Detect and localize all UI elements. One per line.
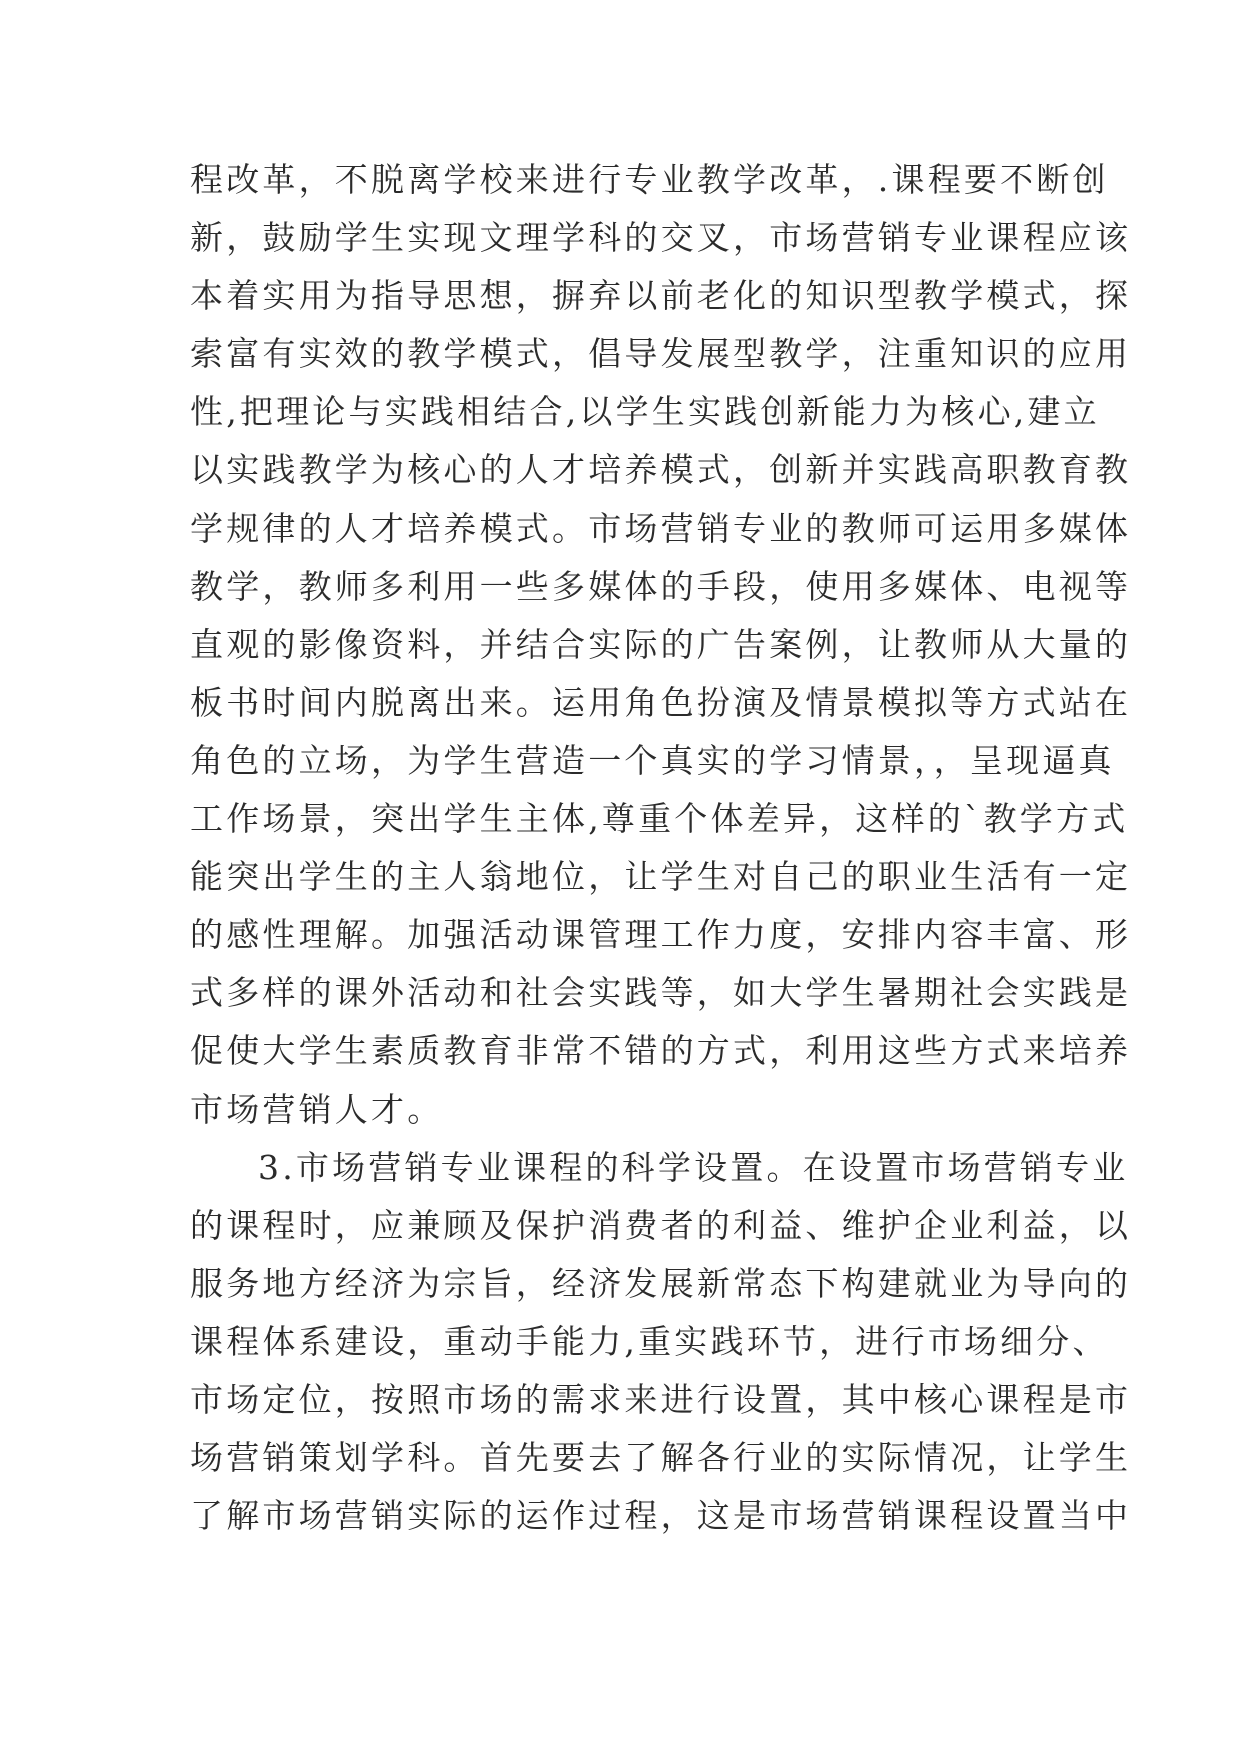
body-text [190, 151, 1132, 1545]
text-line: 了解市场营销实际的运作过程，这是市场营销课程设置当中 [190, 1496, 1132, 1536]
text-line: 程改革，不脱离学校来进行专业教学改革，.课程要不断创 [190, 160, 1109, 199]
text-line: 工作场景，突出学生主体,尊重个体差异，这样的`教学方式 [190, 799, 1129, 839]
text-line: 新，鼓励学生实现文理学科的交叉，市场营销专业课程应该 [190, 218, 1132, 258]
paragraph-first-line: 3.市场营销专业课程的科学设置。在设置市场营销专业 [258, 1147, 1129, 1187]
text-line: 性,把理论与实践相结合,以学生实践创新能力为核心,建立 [190, 392, 1100, 432]
text-line: 索富有实效的教学模式，倡导发展型教学，注重知识的应用 [190, 334, 1132, 374]
text-line: 促使大学生素质教育非常不错的方式，利用这些方式来培养 [190, 1031, 1132, 1071]
text-line: 教学，教师多利用一些多媒体的手段，使用多媒体、电视等 [190, 566, 1132, 606]
text-line: 式多样的课外活动和社会实践等，如大学生暑期社会实践是 [190, 973, 1132, 1013]
text-line: 的感性理解。加强活动课管理工作力度，安排内容丰富、形 [190, 915, 1132, 955]
text-line: 市场营销人才。 [190, 1089, 444, 1129]
text-line: 市场定位，按照市场的需求来进行设置，其中核心课程是市 [190, 1379, 1132, 1419]
text-line: 板书时间内脱离出来。运用角色扮演及情景模拟等方式站在 [190, 682, 1132, 722]
text-line: 以实践教学为核心的人才培养模式，创新并实践高职教育教 [190, 450, 1132, 490]
text-line: 场营销策划学科。首先要去了解各行业的实际情况，让学生 [190, 1438, 1132, 1478]
text-line: 服务地方经济为宗旨，经济发展新常态下构建就业为导向的 [190, 1263, 1132, 1303]
text-line: 直观的影像资料，并结合实际的广告案例，让教师从大量的 [190, 624, 1132, 664]
text-line: 课程体系建设，重动手能力,重实践环节，进行市场细分、 [190, 1321, 1109, 1361]
text-line: 本着实用为指导思想，摒弃以前老化的知识型教学模式，探 [190, 276, 1132, 316]
text-line: 学规律的人才培养模式。市场营销专业的教师可运用多媒体 [190, 508, 1132, 548]
text-line: 的课程时，应兼顾及保护消费者的利益、维护企业利益，以 [190, 1205, 1132, 1245]
text-line: 角色的立场，为学生营造一个真实的学习情景，，呈现逼真 [190, 740, 1115, 780]
text-line: 能突出学生的主人翁地位，让学生对自己的职业生活有一定 [190, 857, 1132, 897]
